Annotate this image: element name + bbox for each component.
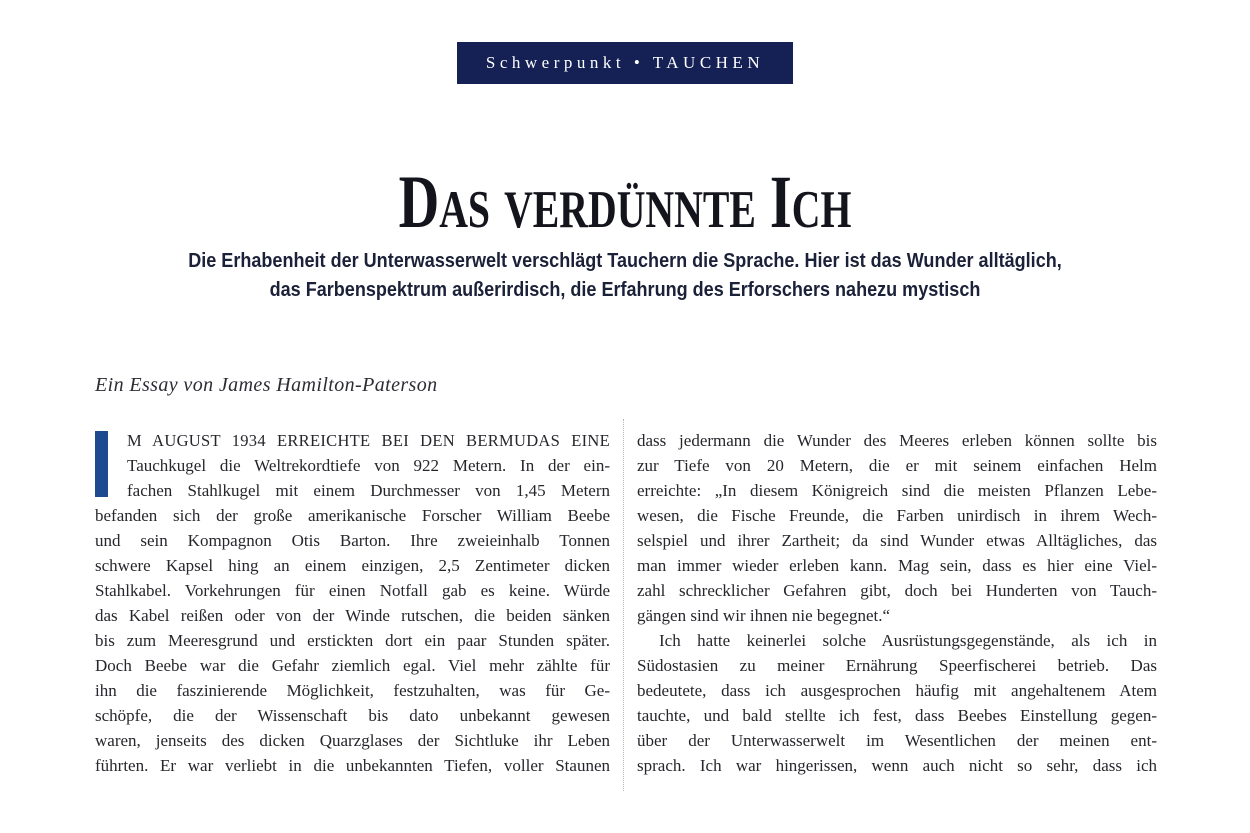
body-line: bis zum Meeresgrund und erstickten dort ein paar Stunden später. bbox=[95, 631, 610, 650]
body-line: gängen sind wir ihnen nie begegnet.“ bbox=[637, 606, 891, 625]
article-title: Das verdünnte Ich bbox=[398, 161, 852, 244]
body-line: dass jedermann die Wunder des Meeres erleben können sollte bis bbox=[637, 431, 1157, 450]
body-line: das Kabel reißen oder von der Winde rutschen, die beiden sänken bbox=[95, 606, 610, 625]
article-body bbox=[95, 428, 1157, 791]
article-byline: Ein Essay von James Hamilton-Paterson bbox=[95, 374, 438, 396]
body-line: ihn die faszinierende Möglichkeit, festzuhalten, was für Ge- bbox=[95, 681, 610, 700]
body-line: bedeutete, dass ich ausgesprochen häufig mit angehaltenem Atem bbox=[637, 681, 1157, 700]
article-subtitle-line1: Die Erhabenheit der Unterwasserwelt verschlägt Tauchern die Sprache. Hier ist das Wunder alltäglich, bbox=[188, 249, 1062, 272]
article-subtitle bbox=[75, 246, 1175, 304]
body-line: Doch Beebe war die Gefahr ziemlich egal. Viel mehr zählte für bbox=[95, 656, 610, 675]
body-line: Ich hatte keinerlei solche Ausrüstungsgegenstände, als ich in bbox=[659, 631, 1157, 650]
body-line: man immer wieder erleben kann. Mag sein, dass es hier eine Viel- bbox=[637, 556, 1157, 575]
body-line: erreichte: „In diesem Königreich sind die meisten Pflanzen Lebe- bbox=[637, 481, 1157, 500]
right-column bbox=[637, 428, 1157, 791]
body-line: waren, jenseits des dicken Quarzglases der Sichtluke ihr Leben bbox=[95, 731, 610, 750]
body-line: führten. Er war verliebt in die unbekannten Tiefen, voller Staunen bbox=[95, 756, 610, 775]
body-line: M AUGUST 1934 ERREICHTE BEI DEN BERMUDAS EINE bbox=[127, 431, 610, 450]
body-line: zahl schrecklicher Gefahren gibt, doch bei Hunderten von Tauch- bbox=[637, 581, 1157, 600]
body-line: sprach. Ich war hingerissen, wenn auch nicht so sehr, dass ich bbox=[637, 756, 1157, 775]
body-line: fachen Stahlkugel mit einem Durchmesser von 1,45 Metern bbox=[127, 481, 610, 500]
body-line: tauchte, und bald stellte ich fest, dass Beebes Einstellung gegen- bbox=[637, 706, 1157, 725]
body-line: Tauchkugel die Weltrekordtiefe von 922 Metern. In der ein- bbox=[127, 456, 610, 475]
body-line: schwere Kapsel hing an einem einzigen, 2,5 Zentimeter dicken bbox=[95, 556, 610, 575]
section-banner-label: Schwerpunkt • TAUCHEN bbox=[485, 53, 765, 72]
body-line: Stahlkabel. Vorkehrungen für einen Notfall gab es keine. Würde bbox=[95, 581, 610, 600]
column-divider bbox=[623, 419, 624, 791]
body-line: und sein Kompagnon Otis Barton. Ihre zweieinhalb Tonnen bbox=[95, 531, 610, 550]
body-line: Südostasien zu meiner Ernährung Speerfischerei betrieb. Das bbox=[637, 656, 1157, 675]
body-line: über der Unterwasserwelt im Wesentlichen der meinen ent- bbox=[637, 731, 1157, 750]
dropcap-letter-i bbox=[95, 431, 108, 497]
article-subtitle-line2: das Farbenspektrum außerirdisch, die Erfahrung des Erforschers nahezu mystisch bbox=[269, 278, 981, 301]
body-line: schöpfe, die der Wissenschaft bis dato unbekannt gewesen bbox=[95, 706, 610, 725]
left-column bbox=[95, 428, 610, 791]
body-line: wesen, die Fische Freunde, die Farben unirdisch in ihrem Wech- bbox=[637, 506, 1157, 525]
section-banner bbox=[457, 42, 793, 84]
body-line: befanden sich der große amerikanische Forscher William Beebe bbox=[95, 506, 610, 525]
body-line: zur Tiefe von 20 Metern, die er mit seinem einfachen Helm bbox=[637, 456, 1157, 475]
body-line: selspiel und ihrer Zartheit; da sind Wunder etwas Alltägliches, das bbox=[637, 531, 1157, 550]
